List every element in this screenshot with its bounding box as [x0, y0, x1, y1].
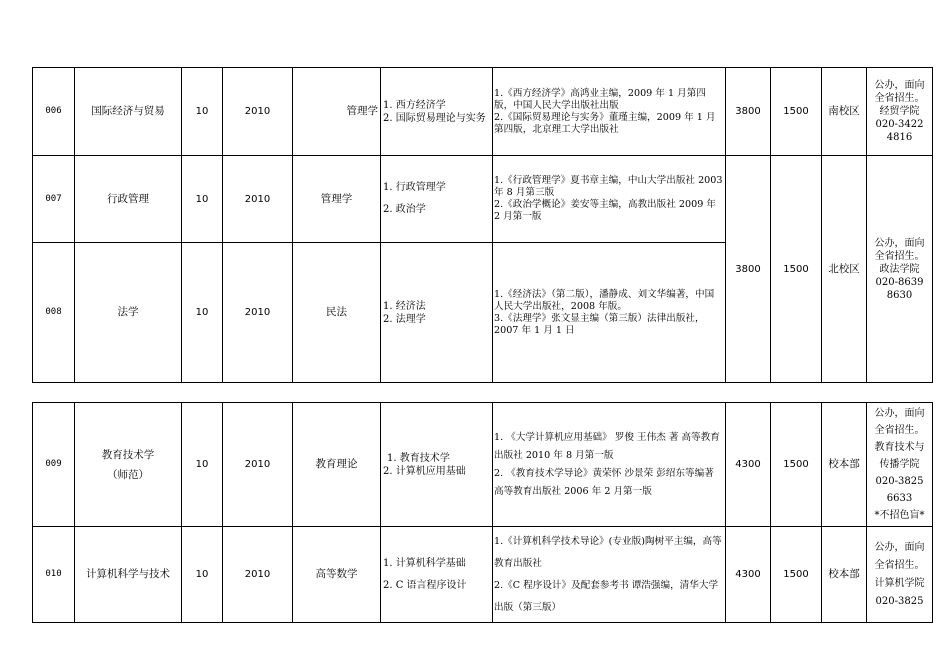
book-item: 3.《法理学》张文显主编（第三版）法律出版社，2007 年 1 月 1 日	[494, 312, 705, 336]
book-list	[493, 243, 726, 383]
enroll-count: 10	[182, 68, 223, 156]
major-code: 007	[33, 156, 75, 243]
book-item: 1.《西方经济学》高鸿业主编，2009 年 1 月第四版，中国人民大学出版社出版	[494, 87, 706, 111]
book-item: 2.《政治学概论》姜安等主编，高教出版社 2009 年 2 月第一版	[494, 199, 716, 222]
book-item: 2.《C 程序设计》及配套参考书 谭浩强编，清华大学出版（第三版）	[494, 579, 719, 613]
campus: 北校区	[822, 156, 867, 383]
enroll-count: 10	[182, 403, 223, 527]
major-code: 006	[33, 68, 75, 156]
book-list	[493, 527, 726, 623]
exam-item: 2. 政治学	[383, 204, 426, 215]
enroll-count: 10	[182, 156, 223, 243]
exam-list	[381, 156, 493, 243]
exam-item: 1. 计算机科学基础	[383, 557, 466, 569]
book-list	[493, 68, 726, 156]
book-item: 1.《计算机科学技术导论》(专业版)陶树平主编，高等教育出版社	[494, 535, 722, 569]
major-name: 国际经济与贸易	[75, 68, 182, 156]
book-item: 1.《经济法》（第二版），潘静成、刘文华编著，中国人民大学出版社，2008 年版。	[494, 288, 715, 312]
admissions-table-2	[32, 402, 933, 623]
tuition-fee: 3800	[726, 156, 771, 383]
tuition-fee: 4300	[726, 403, 771, 527]
year: 2010	[223, 403, 293, 527]
exam-list	[381, 527, 493, 623]
major-code: 009	[33, 403, 75, 527]
lodging-fee: 1500	[771, 156, 822, 383]
enroll-count: 10	[182, 527, 223, 623]
exam-item: 1. 教育技术学	[387, 452, 450, 464]
campus: 南校区	[822, 68, 867, 156]
lodging-fee: 1500	[771, 68, 822, 156]
tuition-fee: 3800	[726, 68, 771, 156]
lodging-fee: 1500	[771, 403, 822, 527]
exam-list	[381, 403, 493, 527]
exam-list	[381, 68, 493, 156]
year: 2010	[223, 527, 293, 623]
year: 2010	[223, 156, 293, 243]
admissions-table-1	[32, 67, 933, 383]
exam-item: 2. 计算机应用基础	[383, 465, 466, 477]
subject: 管理学	[293, 156, 381, 243]
campus: 校本部	[822, 527, 867, 623]
subject: 民法	[293, 243, 381, 383]
exam-item: 2. 国际贸易理论与实务	[383, 112, 486, 124]
exam-item: 1. 西方经济学	[383, 99, 446, 111]
subject: 高等数学	[293, 527, 381, 623]
note: 公办，面向 全省招生。 计算机学院 020-3825	[867, 527, 933, 623]
major-code: 010	[33, 527, 75, 623]
book-list	[493, 403, 726, 527]
table-row	[33, 527, 933, 623]
note: 公办，面向 全省招生。 教育技术与 传播学院 020-3825 6633 *不招色盲*	[867, 403, 933, 527]
book-item: 1.《行政管理学》夏书章主编，中山大学出版社 2003 年 8 月第三版	[494, 175, 723, 198]
major-name: 行政管理	[75, 156, 182, 243]
note: 公办，面向 全省招生。 经贸学院 020-3422 4816	[867, 68, 933, 156]
lodging-fee: 1500	[771, 527, 822, 623]
table-row	[33, 68, 933, 156]
major-code: 008	[33, 243, 75, 383]
major-name: 计算机科学与技术	[75, 527, 182, 623]
book-list	[493, 156, 726, 243]
campus: 校本部	[822, 403, 867, 527]
major-name: 教育技术学 （师范）	[75, 403, 182, 527]
exam-item: 2. C 语言程序设计	[383, 579, 467, 591]
table-row	[33, 403, 933, 527]
year: 2010	[223, 243, 293, 383]
year: 2010	[223, 68, 293, 156]
major-name: 法学	[75, 243, 182, 383]
book-item: 1. 《大学计算机应用基础》 罗俊 王伟杰 著 高等教育出版社 2010 年 8 月第一版	[494, 431, 720, 461]
exam-item: 1. 经济法	[383, 300, 426, 312]
subject: 管理学	[293, 68, 381, 156]
enroll-count: 10	[182, 243, 223, 383]
tuition-fee: 4300	[726, 527, 771, 623]
book-item: 2. 《教育技术学导论》黄荣怀 沙景荣 彭绍东等编著 高等教育出版社 2006 年 2 月第一版	[494, 467, 714, 497]
exam-item: 2. 法理学	[383, 313, 426, 325]
book-item: 2.《国际贸易理论与实务》董瑾主编，2009 年 1 月第四版，北京理工大学出版社	[494, 111, 716, 135]
exam-list	[381, 243, 493, 383]
table-row	[33, 156, 933, 243]
note: 公办，面向 全省招生。 政法学院 020-8639 8630	[867, 156, 933, 383]
exam-item: 1. 行政管理学	[383, 182, 446, 193]
subject: 教育理论	[293, 403, 381, 527]
